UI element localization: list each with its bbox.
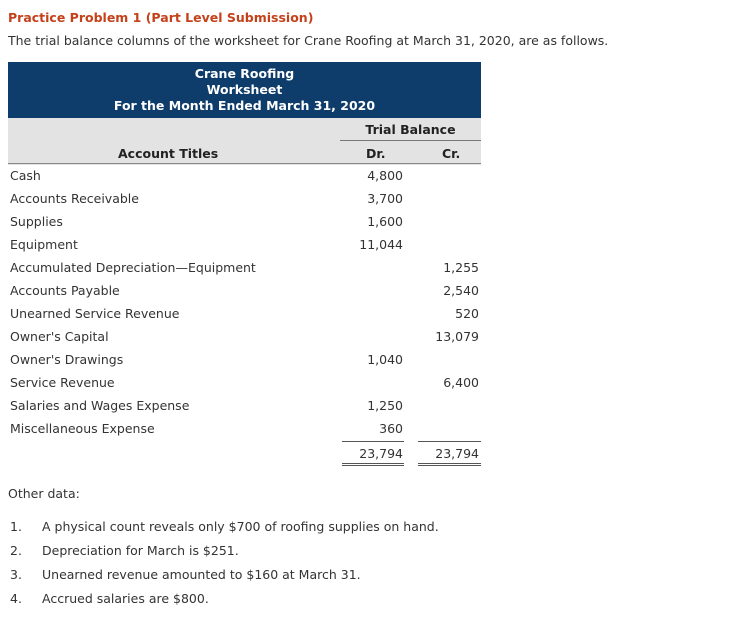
debit-amount: 1,040 bbox=[367, 352, 403, 367]
account-title: Salaries and Wages Expense bbox=[10, 398, 190, 413]
other-data-number: 1. bbox=[10, 519, 22, 534]
worksheet-company: Crane Roofing bbox=[194, 66, 295, 81]
account-title: Accumulated Depreciation—Equipment bbox=[10, 260, 256, 275]
credit-amount: 13,079 bbox=[435, 329, 479, 344]
credit-amount: 6,400 bbox=[443, 375, 479, 390]
account-title: Accounts Payable bbox=[10, 283, 120, 298]
debit-amount: 1,600 bbox=[367, 214, 403, 229]
debit-header: Dr. bbox=[366, 146, 386, 161]
other-data-item: Depreciation for March is $251. bbox=[42, 543, 239, 558]
other-data-item: Accrued salaries are $800. bbox=[42, 591, 209, 606]
other-data-number: 4. bbox=[10, 591, 22, 606]
account-title: Service Revenue bbox=[10, 375, 115, 390]
debit-total-rule bbox=[342, 441, 404, 442]
debit-double-rule-1 bbox=[342, 463, 404, 464]
account-title: Owner's Drawings bbox=[10, 352, 124, 367]
credit-double-rule-1 bbox=[418, 463, 481, 464]
credit-double-rule-2 bbox=[418, 465, 481, 466]
debit-amount: 360 bbox=[379, 421, 403, 436]
other-data-item: A physical count reveals only $700 of roofing supplies on hand. bbox=[42, 519, 439, 534]
trial-balance-label: Trial Balance bbox=[365, 122, 456, 137]
credit-amount: 1,255 bbox=[443, 260, 479, 275]
account-title: Miscellaneous Expense bbox=[10, 421, 155, 436]
trial-balance-divider bbox=[340, 140, 481, 141]
other-data-item: Unearned revenue amounted to $160 at March 31. bbox=[42, 567, 361, 582]
problem-heading: Practice Problem 1 (Part Level Submission) bbox=[8, 10, 314, 25]
credit-amount: 2,540 bbox=[443, 283, 479, 298]
other-data-label: Other data: bbox=[8, 486, 80, 501]
credit-amount: 520 bbox=[455, 306, 479, 321]
other-data-number: 2. bbox=[10, 543, 22, 558]
credit-total: 23,794 bbox=[435, 446, 479, 461]
worksheet-period: For the Month Ended March 31, 2020 bbox=[113, 98, 376, 113]
debit-amount: 4,800 bbox=[367, 168, 403, 183]
account-titles-header: Account Titles bbox=[118, 146, 219, 161]
debit-total: 23,794 bbox=[359, 446, 403, 461]
account-title: Cash bbox=[10, 168, 41, 183]
credit-total-rule bbox=[418, 441, 481, 442]
account-title: Equipment bbox=[10, 237, 78, 252]
account-title: Accounts Receivable bbox=[10, 191, 139, 206]
other-data-number: 3. bbox=[10, 567, 22, 582]
problem-intro: The trial balance columns of the worksheet for Crane Roofing at March 31, 2020, are as follows. bbox=[8, 33, 609, 48]
debit-amount: 3,700 bbox=[367, 191, 403, 206]
worksheet-title: Worksheet bbox=[206, 82, 283, 97]
debit-double-rule-2 bbox=[342, 465, 404, 466]
debit-amount: 11,044 bbox=[359, 237, 403, 252]
debit-amount: 1,250 bbox=[367, 398, 403, 413]
worksheet-header bbox=[8, 62, 481, 118]
header-underline bbox=[8, 163, 481, 164]
credit-header: Cr. bbox=[442, 146, 461, 161]
account-title: Unearned Service Revenue bbox=[10, 306, 180, 321]
account-title: Owner's Capital bbox=[10, 329, 109, 344]
account-title: Supplies bbox=[10, 214, 63, 229]
